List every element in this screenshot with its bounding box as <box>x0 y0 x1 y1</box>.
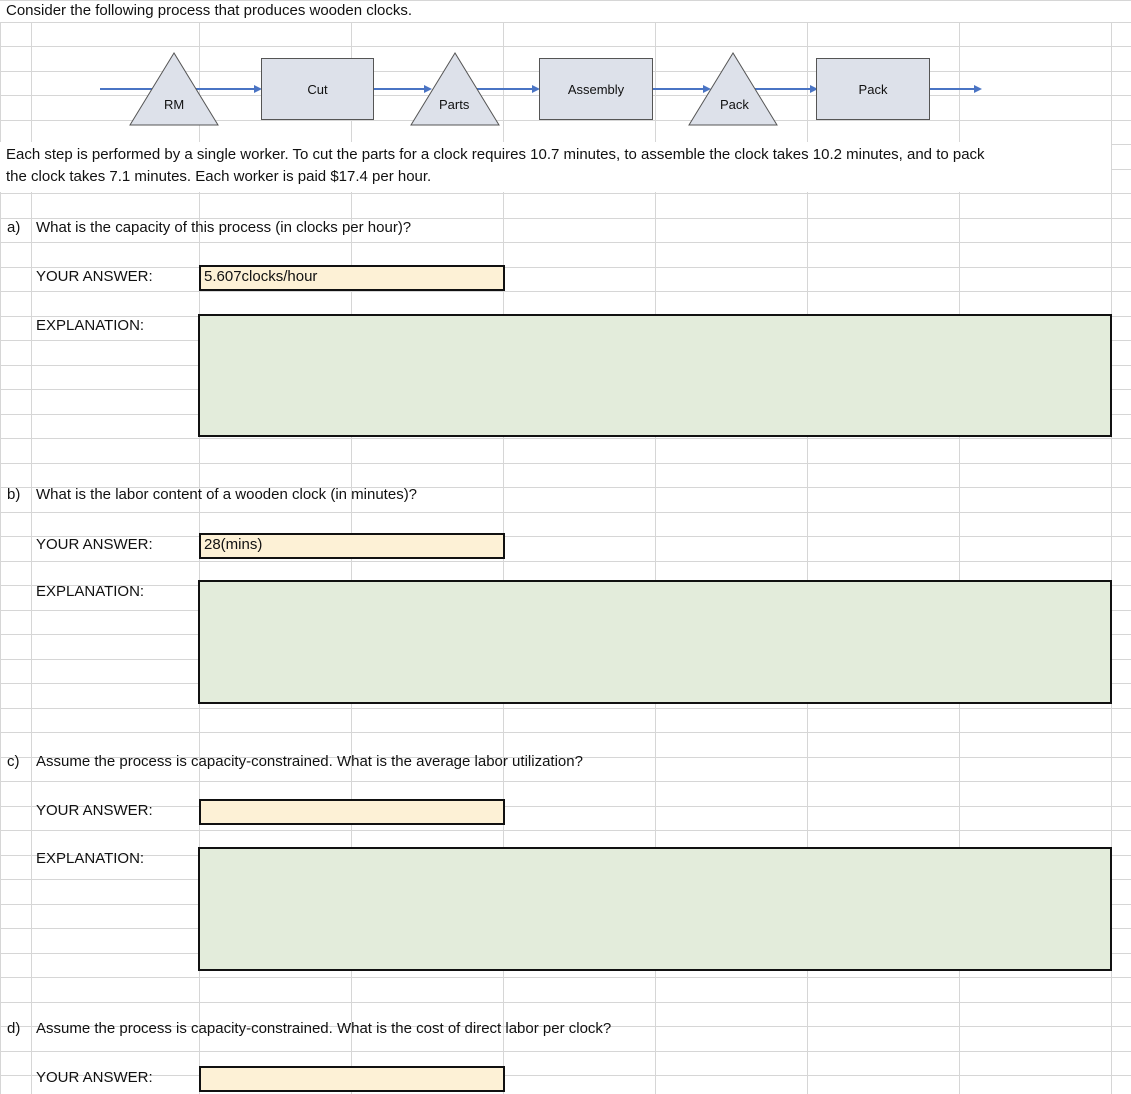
inventory-label-parts: Parts <box>439 97 470 112</box>
description-cell <box>0 142 1111 192</box>
explanation-input-a[interactable] <box>198 314 1112 437</box>
explanation-label-a: EXPLANATION: <box>36 317 145 334</box>
question-d-letter: d) <box>7 1020 21 1037</box>
question-c-letter: c) <box>7 753 20 770</box>
process-step-pack <box>816 58 930 120</box>
answer-input-c[interactable] <box>199 799 505 825</box>
question-c-text: Assume the process is capacity-constrained. What is the average labor utilization? <box>36 753 583 770</box>
answer-input-b[interactable]: 28(mins) <box>199 533 505 559</box>
question-a-text: What is the capacity of this process (in clocks per hour)? <box>36 219 412 236</box>
answer-input-a[interactable]: 5.607clocks/hour <box>199 265 505 291</box>
process-step-label: Pack <box>858 82 888 97</box>
question-b-letter: b) <box>7 486 21 503</box>
answer-label-b: YOUR ANSWER: <box>36 536 153 553</box>
question-a-letter: a) <box>7 219 21 236</box>
answer-label-a: YOUR ANSWER: <box>36 268 153 285</box>
description-line-1: Each step is performed by a single worker. To cut the parts for a clock requires 10.7 minutes, to assemble the clock takes 10.2 minutes, and to pack <box>6 146 985 163</box>
intro-text: Consider the following process that produces wooden clocks. <box>6 2 413 19</box>
explanation-input-c[interactable] <box>198 847 1112 971</box>
process-step-label: Cut <box>307 82 328 97</box>
answer-input-d[interactable] <box>199 1066 505 1092</box>
question-d-text: Assume the process is capacity-constrained. What is the cost of direct labor per clock? <box>36 1020 612 1037</box>
process-step-assembly <box>539 58 653 120</box>
description-line-2: the clock takes 7.1 minutes. Each worker is paid $17.4 per hour. <box>6 168 432 185</box>
explanation-label-c: EXPLANATION: <box>36 850 145 867</box>
process-step-label: Assembly <box>567 82 625 97</box>
inventory-label-rm: RM <box>164 97 185 112</box>
answer-label-d: YOUR ANSWER: <box>36 1069 153 1086</box>
process-step-cut <box>261 58 374 120</box>
explanation-input-b[interactable] <box>198 580 1112 704</box>
flow-arrowhead <box>974 85 982 93</box>
answer-label-c: YOUR ANSWER: <box>36 802 153 819</box>
inventory-label-pack: Pack <box>720 97 749 112</box>
question-b-text: What is the labor content of a wooden clock (in minutes)? <box>36 486 418 503</box>
explanation-label-b: EXPLANATION: <box>36 583 145 600</box>
